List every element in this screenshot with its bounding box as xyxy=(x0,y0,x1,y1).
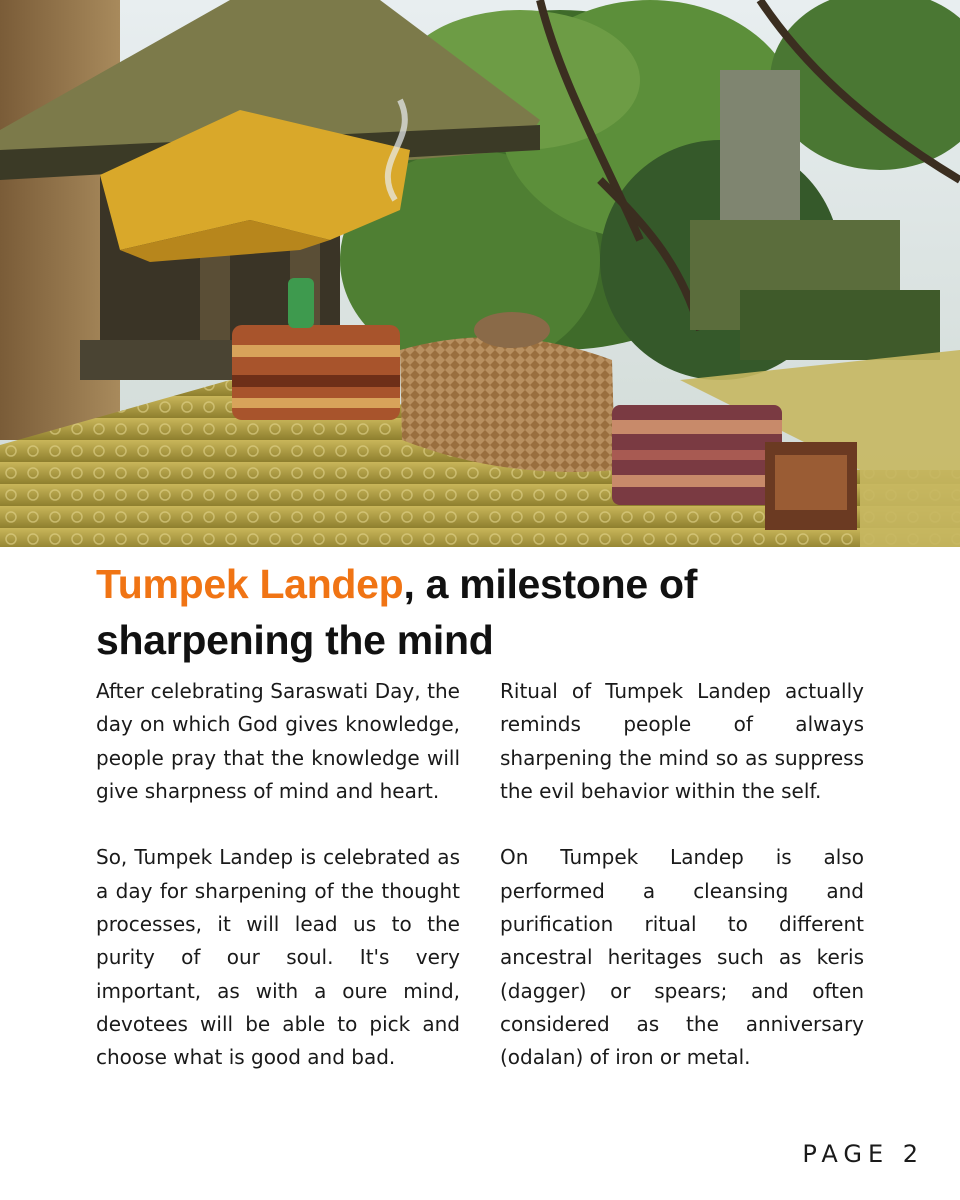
paragraph: On Tumpek Landep is also performed a cleansing and purification ritual to different ancestral heritages such as keris (dagger) or spears; and often considered as the anniversary (odalan) of iron or metal. xyxy=(500,845,864,1070)
left-column xyxy=(96,675,460,1108)
temple-offerings-illustration xyxy=(0,0,960,547)
title-highlight: Tumpek Landep xyxy=(96,561,404,607)
paragraph: After celebrating Saraswati Day, the day on which God gives knowledge, people pray that the knowledge will give sharpness of mind and heart. xyxy=(96,679,460,803)
page-title xyxy=(96,556,896,668)
title-rest: , a milestone of sharpening the mind xyxy=(96,561,698,663)
hero-photo xyxy=(0,0,960,547)
page-number: PAGE 2 xyxy=(802,1140,924,1168)
paragraph: So, Tumpek Landep is celebrated as a day for sharpening of the thought processes, it will lead us to the purity of our soul. It's very important, as with a oure mind, devotees will be able to pick and choose what is good and bad. xyxy=(96,845,460,1070)
paragraph: Ritual of Tumpek Landep actually reminds people of always sharpening the mind so as suppress the evil behavior within the self. xyxy=(500,679,864,803)
right-column xyxy=(500,675,864,1108)
